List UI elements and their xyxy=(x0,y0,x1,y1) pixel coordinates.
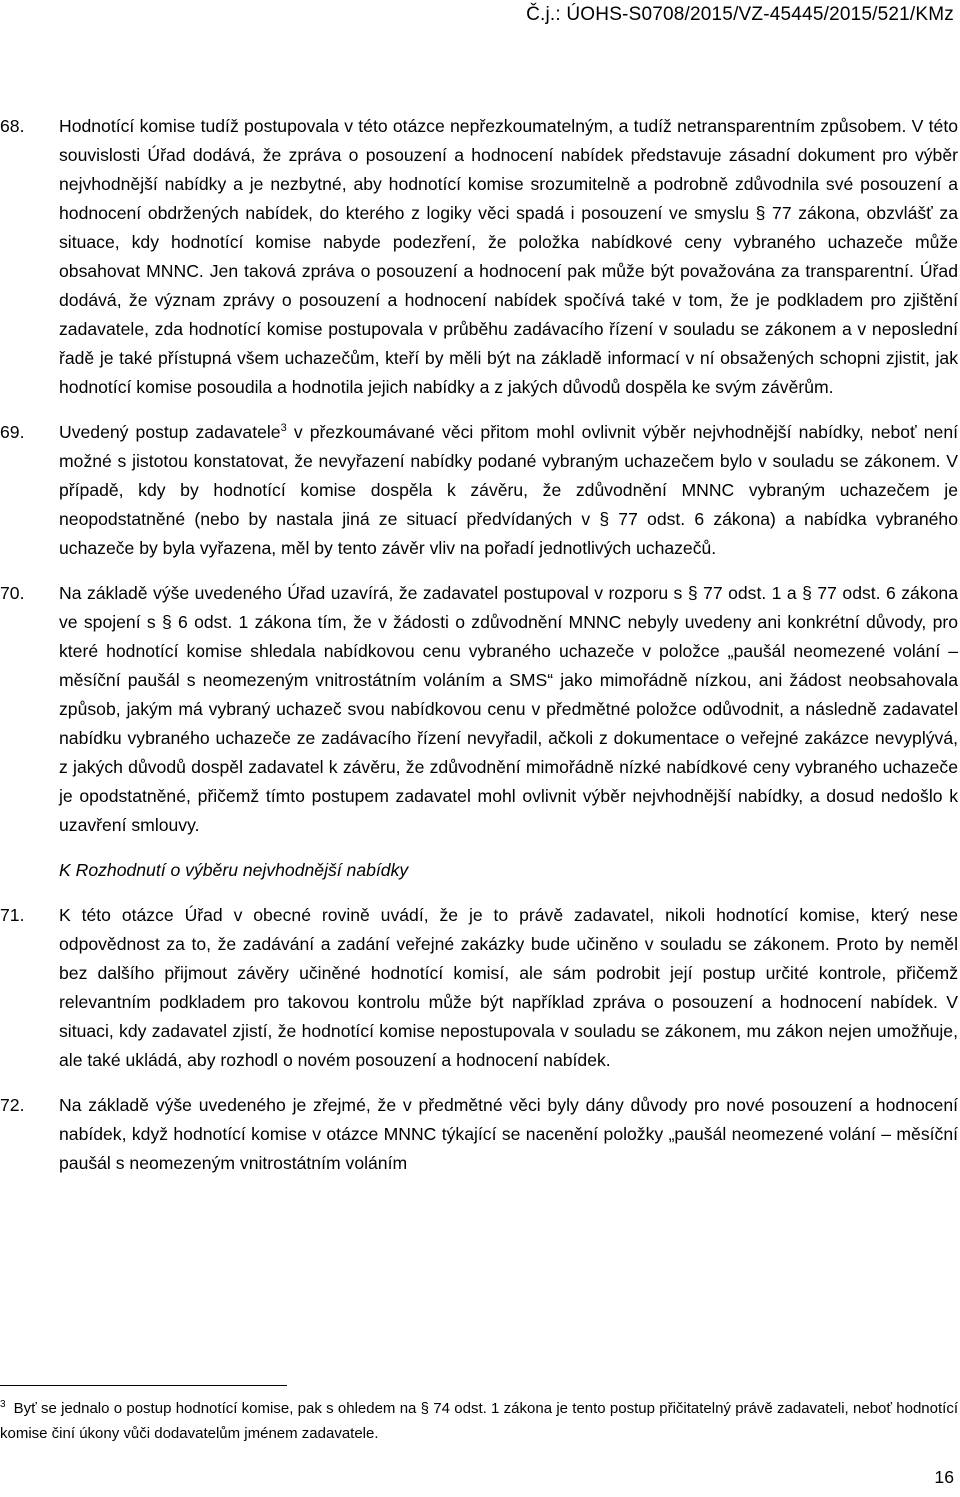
paragraph-text: Na základě výše uvedeného je zřejmé, že v předmětné věci byly dány důvody pro nové posouzení a hodnocení nabídek, když hodnotící komise v otázce MNNC týkající se nacenění položky „paušál neomezené volání – měsíční paušál s neomezeným vnitrostátním voláním xyxy=(59,1095,958,1173)
paragraph-71 xyxy=(0,901,958,1075)
paragraph-text: Hodnotící komise tudíž postupovala v této otázce nepřezkoumatelným, a tudíž netransparentním způsobem. V této souvislosti Úřad dodává, že zpráva o posouzení a hodnocení nabídek představuje zásadní dokument pro výběr nejvhodnější nabídky a je nezbytné, aby hodnotící komise srozumitelně a podrobně zdůvodnila své posouzení a hodnocení obdržených nabídek, do kterého z logiky věci spadá i posouzení ve smyslu § 77 zákona, obzvlášť za situace, kdy hodnotící komise nabyde podezření, že položka nabídkové ceny vybraného uchazeče může obsahovat MNNC. Jen taková zpráva o posouzení a hodnocení pak může být považována za transparentní. Úřad dodává, že význam zprávy o posouzení a hodnocení nabídek spočívá také v tom, že je podkladem pro zjištění zadavatele, zda hodnotící komise postupovala v průběhu zadávacího řízení v souladu se zákonem a v neposlední řadě je také přístupná všem uchazečům, kteří by měli být na základě informací v ní obsažených schopni zjistit, jak hodnotící komise posoudila a hodnotila jejich nabídky a z jakých důvodů dospěla ke svým závěrům. xyxy=(59,116,958,397)
paragraph-number: 72. xyxy=(0,1095,25,1115)
page-number: 16 xyxy=(934,1467,954,1487)
document-reference-number: Č.j.: ÚOHS-S0708/2015/VZ-45445/2015/521/KMz xyxy=(526,4,954,25)
paragraph-text xyxy=(59,418,958,563)
footnote-number: 3 xyxy=(0,1399,6,1410)
paragraph-text: K této otázce Úřad v obecné rovině uvádí, že je to právě zadavatel, nikoli hodnotící komise, který nese odpovědnost za to, že zadávání a zadání veřejné zakázky bude učiněno v souladu se zákonem. Proto by neměl bez dalšího přijmout závěry učiněné hodnotící komisí, ale sám podrobit její postup určité kontrole, přičemž relevantním podkladem pro takovou kontrolu může být například zpráva o posouzení a hodnocení nabídek. V situaci, kdy zadavatel zjistí, že hodnotící komise nepostupovala v souladu se zákonem, mu zákon nejen umožňuje, ale také ukládá, aby rozhodl o novém posouzení a hodnocení nabídek. xyxy=(59,905,958,1070)
paragraph-text-part: Uvedený postup zadavatele xyxy=(59,422,281,442)
paragraph-text: Na základě výše uvedeného Úřad uzavírá, že zadavatel postupoval v rozporu s § 77 odst. 1 a § 77 odst. 6 zákona ve spojení s § 6 odst. 1 zákona tím, že v žádosti o zdůvodnění MNNC nebyly uvedeny ani konkrétní důvody, pro které hodnotící komise shledala nabídkovou cenu vybraného uchazeče v položce „paušál neomezené volání – měsíční paušál s neomezeným vnitrostátním voláním a SMS“ jako mimořádně nízkou, ani žádost neobsahovala způsob, jakým má vybraný uchazeč svou nabídkovou cenu v předmětné položce odůvodnit, a následně zadavatel nabídku vybraného uchazeče ze zadávacího řízení nevyřadil, ačkoli z dokumentace o veřejné zakázce nevyplývá, z jakých důvodů dospěl zadavatel k závěru, že zdůvodnění mimořádně nízké nabídkové ceny vybraného uchazeče je opodstatněné, přičemž tímto postupem zadavatel mohl ovlivnit výběr nejvhodnější nabídky, a dosud nedošlo k uzavření smlouvy. xyxy=(59,583,958,835)
footnote-separator xyxy=(0,1385,287,1386)
paragraph-text-part: v přezkoumávané věci přitom mohl ovlivnit výběr nejvhodnější nabídky, neboť není možné s jistotou konstatovat, že nevyřazení nabídky podané vybraným uchazečem bylo v souladu se zákonem. V případě, kdy by hodnotící komise dospěla k závěru, že zdůvodnění MNNC vybraným uchazečem je neopodstatněné (nebo by nastala jiná ze situací předvídaných v § 77 odst. 6 zákona) a nabídka vybraného uchazeče by byla vyřazena, měl by tento závěr vliv na pořadí jednotlivých uchazečů. xyxy=(59,422,959,558)
paragraph-68 xyxy=(0,112,958,402)
section-subheading: K Rozhodnutí o výběru nejvhodnější nabídky xyxy=(59,860,409,880)
document-body xyxy=(0,112,958,1194)
footnote-text: Byť se jednalo o postup hodnotící komise, pak s ohledem na § 74 odst. 1 zákona je tento postup přičitatelný právě zadavateli, neboť hodnotící komise činí úkony vůči dodavatelům jménem zadavatele. xyxy=(0,1400,958,1442)
paragraph-number: 71. xyxy=(0,905,25,925)
paragraph-number: 68. xyxy=(0,116,25,136)
footnote-reference[interactable]: 3 xyxy=(280,422,287,435)
footnote xyxy=(0,1396,958,1446)
paragraph-69 xyxy=(0,418,958,563)
paragraph-number: 69. xyxy=(0,422,25,442)
paragraph-72 xyxy=(0,1091,958,1178)
paragraph-70 xyxy=(0,579,958,840)
paragraph-number: 70. xyxy=(0,583,25,603)
